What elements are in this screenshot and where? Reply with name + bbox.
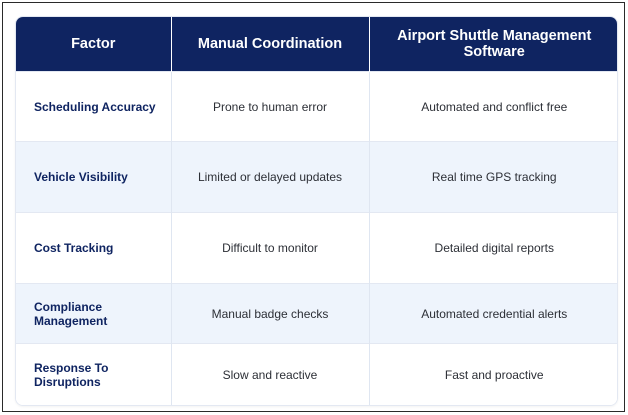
header-shuttle-software: Airport Shuttle Management Software xyxy=(369,17,618,72)
software-cell: Fast and proactive xyxy=(369,344,618,406)
comparison-table-grid xyxy=(16,17,618,406)
software-cell: Automated credential alerts xyxy=(369,284,618,344)
manual-cell: Manual badge checks xyxy=(171,284,369,344)
manual-cell: Limited or delayed updates xyxy=(171,142,369,213)
table-row xyxy=(16,344,618,406)
factor-cell: Vehicle Visibility xyxy=(16,142,171,213)
factor-cell: Response To Disruptions xyxy=(16,344,171,406)
table-body xyxy=(16,72,618,406)
factor-cell: Scheduling Accuracy xyxy=(16,72,171,142)
factor-cell: Cost Tracking xyxy=(16,213,171,284)
manual-cell: Difficult to monitor xyxy=(171,213,369,284)
table-row xyxy=(16,213,618,284)
header-factor: Factor xyxy=(16,17,171,72)
table-row xyxy=(16,284,618,344)
screenshot-frame xyxy=(2,2,625,412)
comparison-table xyxy=(15,16,618,406)
table-header xyxy=(16,17,618,72)
header-row xyxy=(16,17,618,72)
factor-cell: Compliance Management xyxy=(16,284,171,344)
manual-cell: Slow and reactive xyxy=(171,344,369,406)
software-cell: Detailed digital reports xyxy=(369,213,618,284)
software-cell: Real time GPS tracking xyxy=(369,142,618,213)
table-row xyxy=(16,72,618,142)
table-row xyxy=(16,142,618,213)
manual-cell: Prone to human error xyxy=(171,72,369,142)
software-cell: Automated and conflict free xyxy=(369,72,618,142)
header-manual-coordination: Manual Coordination xyxy=(171,17,369,72)
